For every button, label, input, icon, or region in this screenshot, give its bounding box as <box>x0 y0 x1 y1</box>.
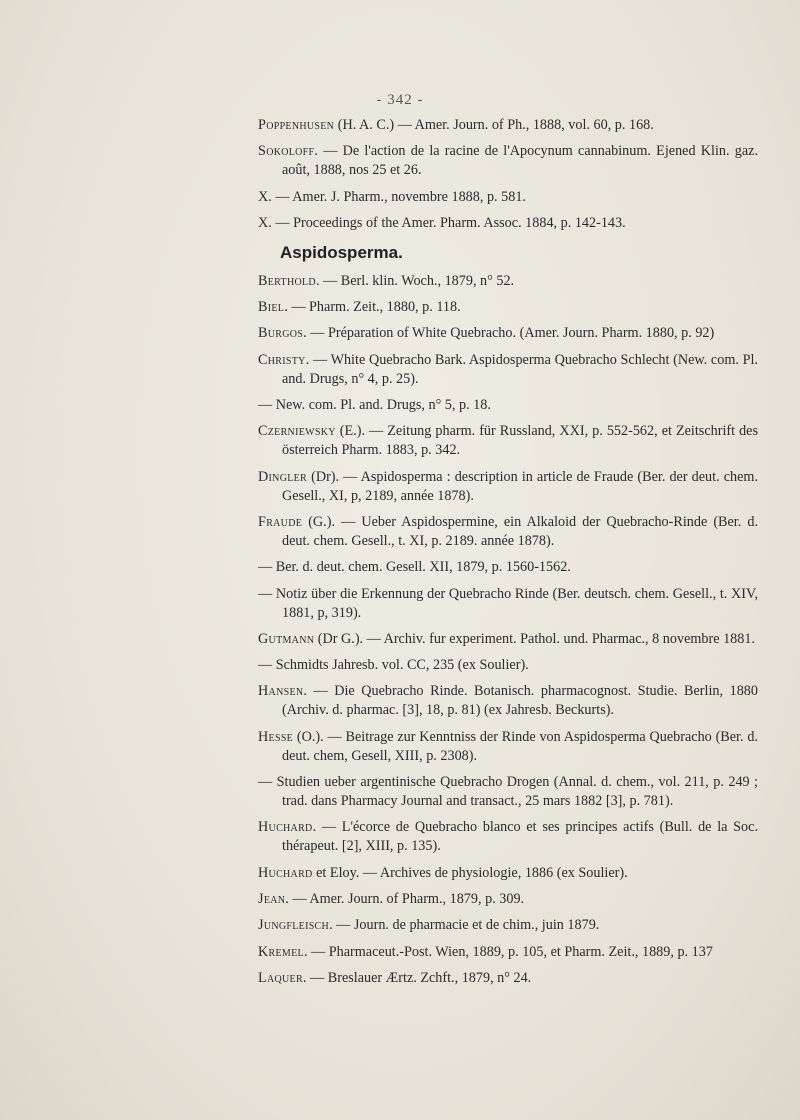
bibliography-entry <box>258 585 758 623</box>
entry-text: . — White Quebracho Bark. Aspidosperma Quebracho Schlecht (New. com. Pl. and. Drugs, n° 4, p. 25). <box>282 351 758 387</box>
entry-author: Biel <box>258 299 285 316</box>
entry-text: — Studien ueber argentinische Quebracho Drogen (Annal. d. chem., vol. 211, p. 249 ; trad. dans Pharmacy Journal and transact., 25 mars 1882 [3], p. 781). <box>258 774 758 810</box>
entry-author: Dingler <box>258 468 308 485</box>
bibliography-entry <box>258 630 758 649</box>
bibliography-content <box>258 116 758 995</box>
bibliography-entry <box>258 214 758 233</box>
entry-text: (H. A. C.) — Amer. Journ. of Ph., 1888, vol. 60, p. 168. <box>334 117 654 133</box>
entry-author: Christy <box>258 351 306 368</box>
entry-author: Czerniewsky <box>258 423 336 440</box>
entry-text: . — Pharmaceut.-Post. Wien, 1889, p. 105, et Pharm. Zeit., 1889, p. 137 <box>303 943 713 960</box>
entry-text: (E.). — Zeitung pharm. für Russland, XXI, p. 552-562, et Zeitschrift des österreich Pharm. 1883, p. 342. <box>282 423 758 459</box>
entry-text: — Notiz über die Erkennung der Quebracho Rinde (Ber. deutsch. chem. Gesell., t. XIV, 1881, p, 319). <box>258 585 758 621</box>
entry-author: Jungfleisch <box>258 917 330 934</box>
bibliography-entry <box>258 558 758 577</box>
entry-text: . — Breslauer Ærtz. Zchft., 1879, n° 24. <box>302 969 532 986</box>
entry-author: Hesse <box>258 728 294 745</box>
entry-author: Gutmann <box>258 630 315 647</box>
entry-text: (O.). — Beitrage zur Kenntniss der Rinde von Aspidosperma Quebracho (Ber. d. deut. chem, Gesell, XIII, p. 2308). <box>282 728 758 764</box>
entry-author: Huchard <box>258 819 313 836</box>
page-number: - 342 - <box>376 92 424 108</box>
entry-text: — New. com. Pl. and. Drugs, n° 5, p. 18. <box>258 397 491 414</box>
entry-text: (Dr). — Aspidosperma : description in article de Fraude (Ber. der deut. chem. Gesell., XI, p, 2189, année 1878). <box>282 468 758 504</box>
bibliography-entry <box>258 116 758 135</box>
entry-author: Fraude <box>258 513 303 530</box>
bibliography-list-aspidosperma <box>258 272 758 988</box>
entry-author: Huchard <box>258 864 313 881</box>
entry-text: — Schmidts Jahresb. vol. CC, 235 (ex Soulier). <box>258 657 529 674</box>
entry-text: . — L'écorce de Quebracho blanco et ses principes actifs (Bull. de la Soc. thérapeut. [2], XIII, p. 135). <box>282 819 758 855</box>
bibliography-entry <box>258 422 758 460</box>
entry-text: (G.). — Ueber Aspidospermine, ein Alkaloid der Quebracho-Rinde (Ber. d. deut. chem. Gesell., t. XI, p. 2189. année 1878). <box>282 513 758 549</box>
entry-text: — Ber. d. deut. chem. Gesell. XII, 1879, p. 1560-1562. <box>258 559 571 576</box>
bibliography-entry <box>258 396 758 415</box>
entry-author: Burgos <box>258 325 304 342</box>
entry-text: . — De l'action de la racine de l'Apocynum cannabinum. Ejened Klin. gaz. août, 1888, nos 25 et 26. <box>282 143 758 179</box>
entry-author: Sokoloff <box>258 143 315 160</box>
bibliography-entry <box>258 656 758 675</box>
bibliography-entry <box>258 818 758 856</box>
bibliography-list-apocynum <box>258 116 758 233</box>
entry-author: Poppenhusen <box>258 117 335 133</box>
bibliography-entry <box>258 324 758 343</box>
bibliography-entry <box>258 943 758 962</box>
entry-author: Laquer <box>258 969 303 986</box>
bibliography-entry <box>258 682 758 720</box>
entry-text: . — Journ. de pharmacie et de chim., juin 1879. <box>329 917 600 934</box>
entry-text: . — Amer. Journ. of Pharm., 1879, p. 309. <box>285 890 525 907</box>
entry-author: Kremel <box>258 943 304 960</box>
section-title: Aspidosperma. <box>280 242 403 262</box>
bibliography-entry <box>258 890 758 909</box>
bibliography-entry <box>258 864 758 883</box>
bibliography-entry <box>258 513 758 551</box>
bibliography-entry <box>258 969 758 988</box>
bibliography-entry <box>258 351 758 389</box>
bibliography-entry <box>258 272 758 291</box>
entry-author: Jean <box>258 890 286 907</box>
entry-text: X. — Proceedings of the Amer. Pharm. Assoc. 1884, p. 142-143. <box>258 214 626 231</box>
entry-text: . — Pharm. Zeit., 1880, p. 118. <box>284 299 461 316</box>
bibliography-entry <box>258 728 758 766</box>
entry-text: . — Berl. klin. Woch., 1879, n° 52. <box>315 272 515 289</box>
entry-text: X. — Amer. J. Pharm., novembre 1888, p. 581. <box>258 188 526 205</box>
entry-author: Hansen <box>258 683 304 700</box>
entry-text: (Dr G.). — Archiv. fur experiment. Pathol. und. Pharmac., 8 novembre 1881. <box>314 630 755 647</box>
bibliography-entry <box>258 773 758 811</box>
bibliography-entry <box>258 298 758 317</box>
bibliography-entry <box>258 188 758 207</box>
bibliography-entry <box>258 142 758 180</box>
entry-author: Berthold <box>258 272 316 289</box>
bibliography-entry <box>258 916 758 935</box>
entry-text: et Eloy. — Archives de physiologie, 1886 (ex Soulier). <box>312 864 628 881</box>
bibliography-entry <box>258 468 758 506</box>
entry-text: . — Die Quebracho Rinde. Botanisch. pharmacognost. Studie. Berlin, 1880 (Archiv. d. pharmac. [3], 18, p. 81) (ex Jahresb. Beckurts). <box>282 683 758 719</box>
entry-text: . — Préparation of White Quebracho. (Amer. Journ. Pharm. 1880, p. 92) <box>303 325 715 342</box>
